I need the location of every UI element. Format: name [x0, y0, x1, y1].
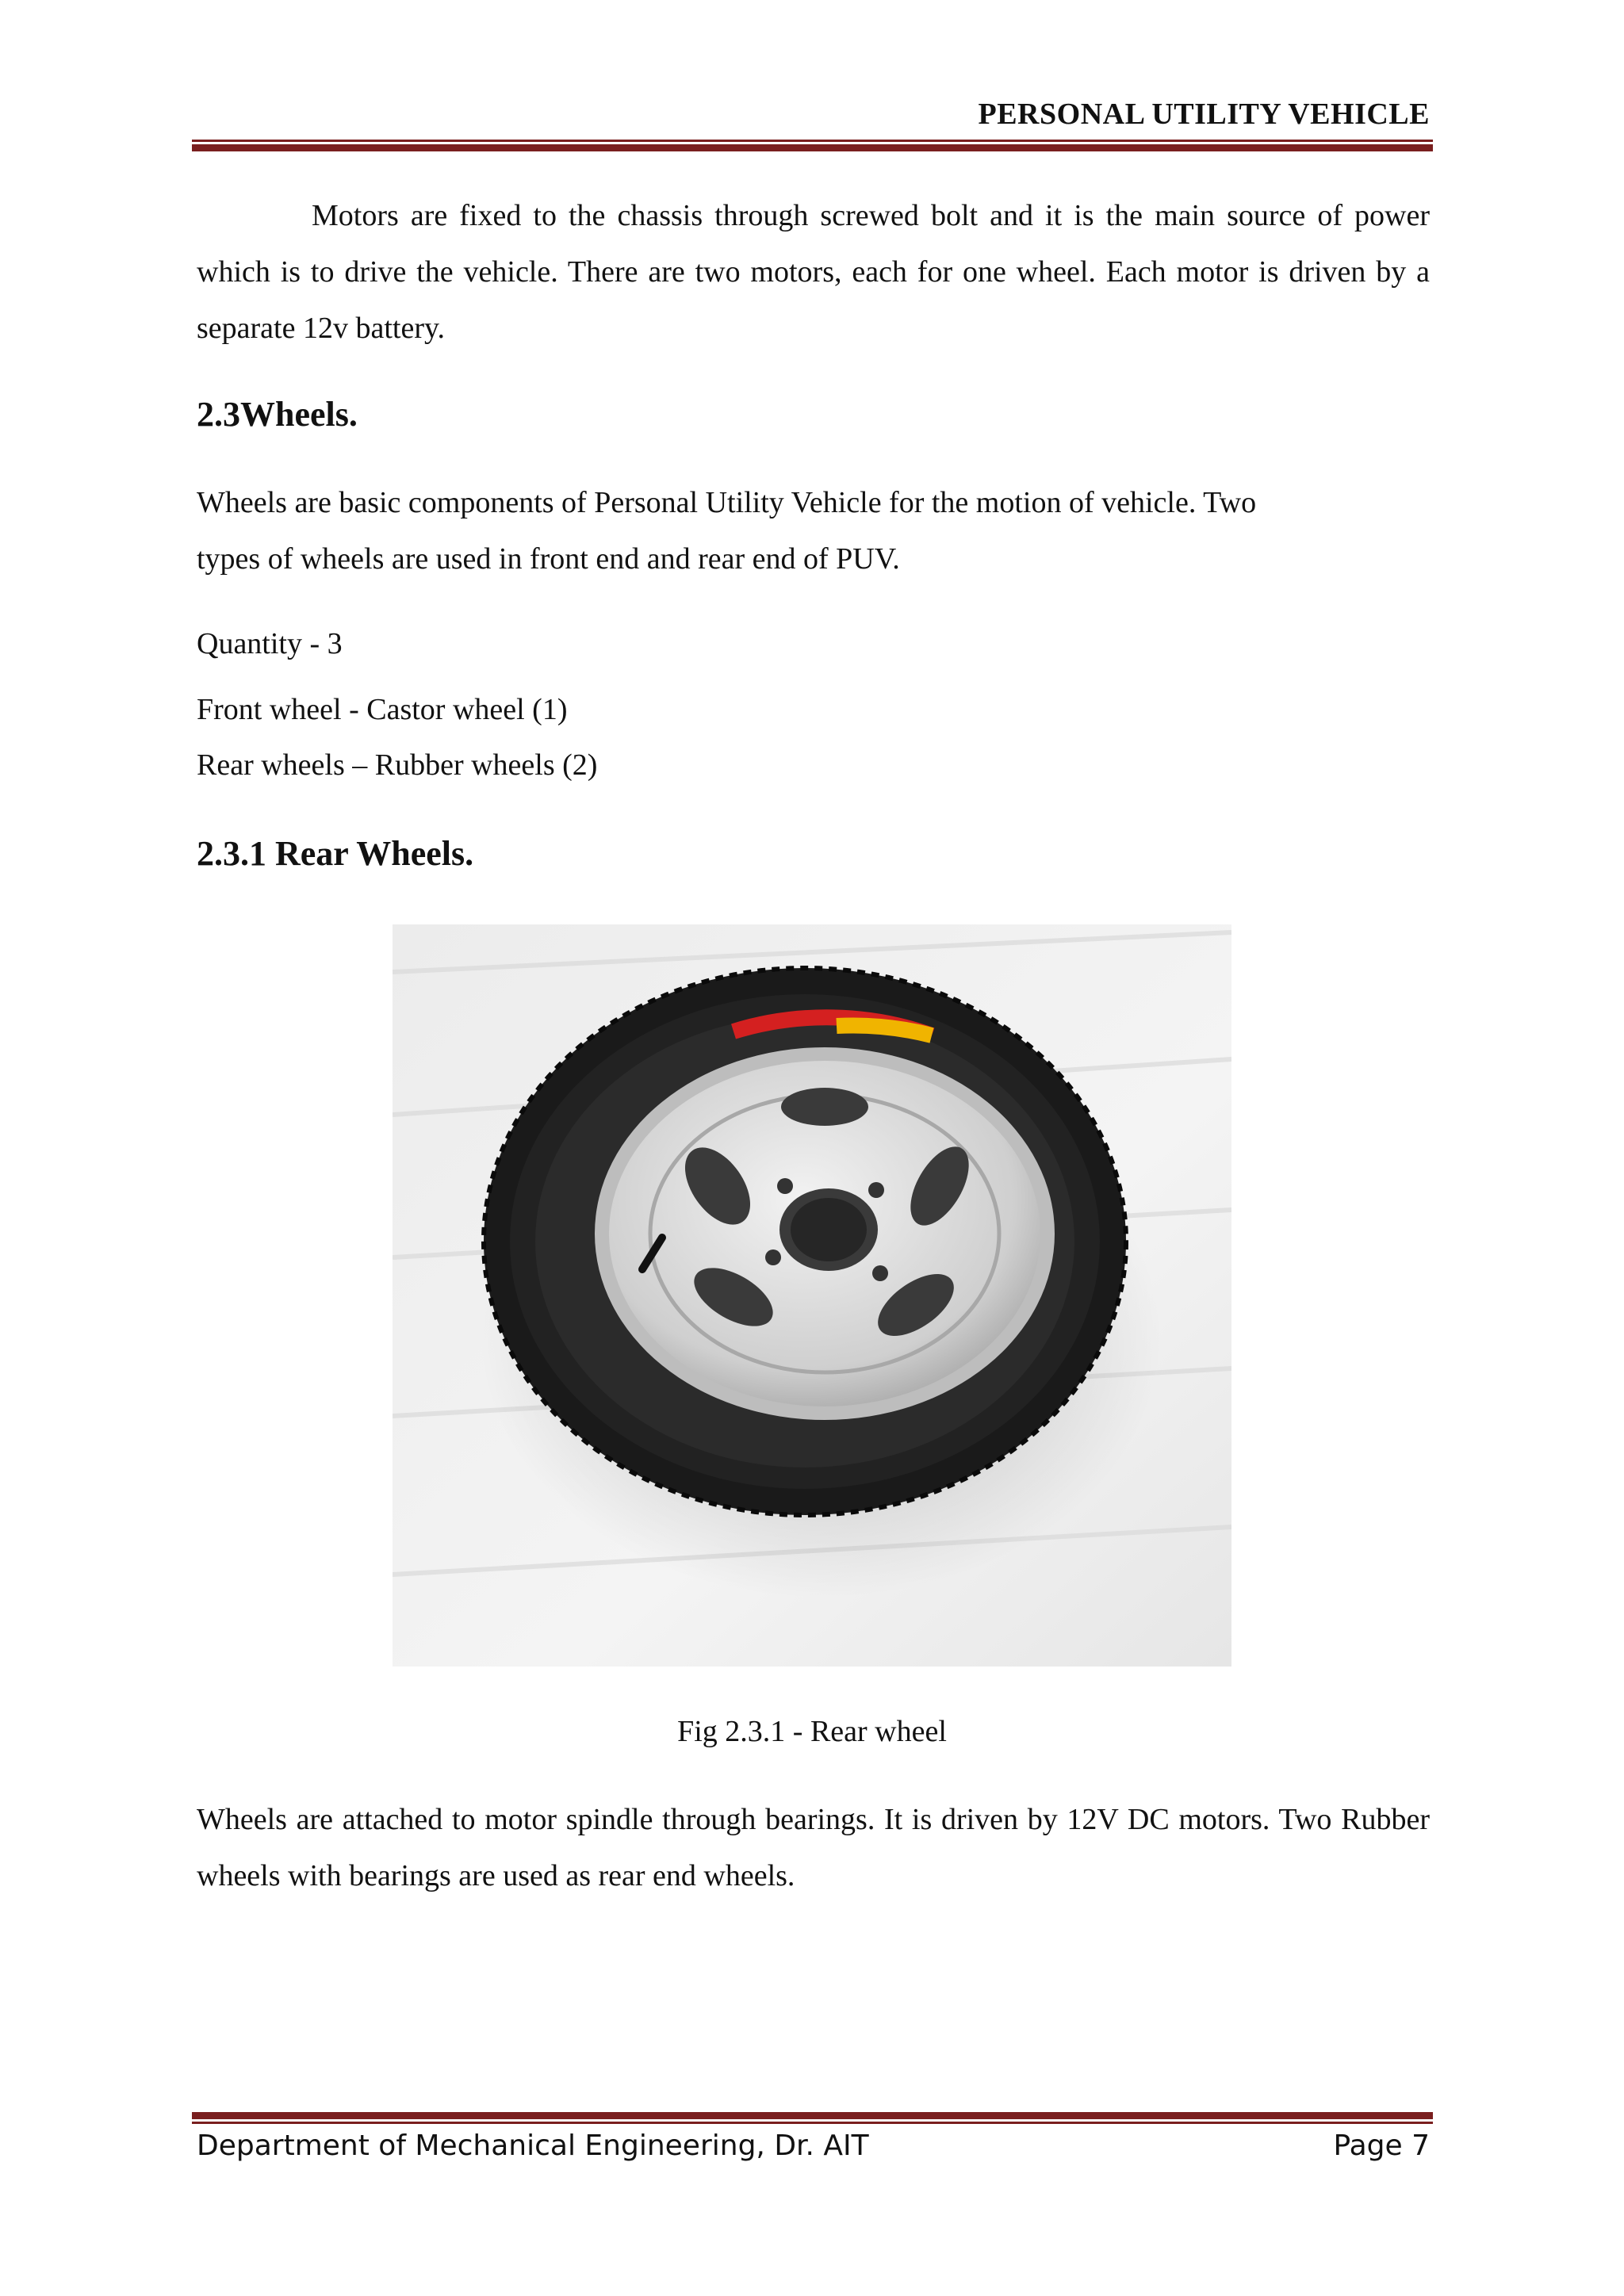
section-title: Wheels.: [240, 395, 358, 434]
intro-paragraph: Motors are fixed to the chassis through screwed bolt and it is the main source of power which is to drive the vehicle. There are two motors, each for one wheel. Each motor is driven by a separate 12v battery.: [197, 199, 1430, 345]
footer-department: Department of Mechanical Engineering, Dr. AIT: [197, 2130, 869, 2162]
wheels-paragraph-line-1: Wheels are basic components of Personal Utility Vehicle for the motion of vehicle. Two: [197, 486, 1257, 519]
footer-rule: [192, 2112, 1433, 2124]
rear-wheel-line: Rear wheels – Rubber wheels (2): [197, 748, 598, 782]
section-heading: [197, 394, 358, 434]
front-wheel-line: Front wheel - Castor wheel (1): [197, 693, 568, 726]
section-number: 2.3: [197, 395, 240, 434]
running-header: PERSONAL UTILITY VEHICLE: [978, 98, 1430, 131]
header-rule: [192, 140, 1433, 151]
figure-caption: Fig 2.3.1 - Rear wheel: [677, 1715, 947, 1748]
closing-paragraph: Wheels are attached to motor spindle through bearings. It is driven by 12V DC motors. Two Rubber wheels with bearings are used as rear end wheels.: [197, 1803, 1430, 1892]
rear-wheel-icon: [393, 924, 1231, 1667]
footer-page-number: Page 7: [1333, 2130, 1430, 2162]
wheels-paragraph-line-2: types of wheels are used in front end and rear end of PUV.: [197, 542, 900, 576]
subsection-heading: 2.3.1 Rear Wheels.: [197, 834, 474, 873]
rear-wheel-photo: [393, 924, 1231, 1667]
quantity-line: Quantity - 3: [197, 627, 343, 660]
